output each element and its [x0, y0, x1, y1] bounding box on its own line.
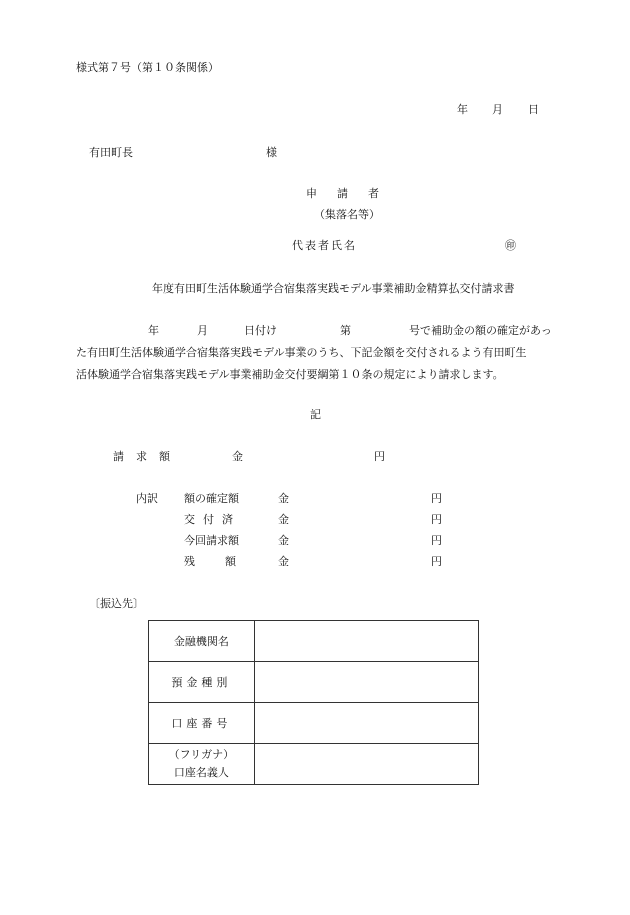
ki-heading: 記	[310, 408, 321, 421]
body-line1-tail: 号で補助金の額の確定があっ	[409, 324, 552, 337]
account-holder-label	[149, 744, 255, 785]
seal-mark: ㊞	[505, 239, 516, 252]
body-month: 月	[197, 324, 208, 337]
table-row	[149, 662, 479, 703]
breakdown-row-label: 交付済	[184, 513, 241, 526]
deposit-type-field[interactable]	[254, 662, 478, 703]
table-row	[149, 703, 479, 744]
breakdown-label: 内訳	[136, 492, 158, 505]
breakdown-row-kin: 金	[278, 555, 289, 568]
date-year: 年	[457, 103, 468, 116]
body-line3: 活体験通学合宿集落実践モデル事業補助金交付要綱第１０条の規定により請求します。	[76, 368, 504, 381]
applicant-label: 申請者	[306, 187, 399, 200]
breakdown-row-kin: 金	[278, 492, 289, 505]
date-day: 日	[528, 103, 539, 116]
representative-label: 代表者氏名	[292, 239, 357, 252]
body-dai: 第	[340, 324, 351, 337]
table-row	[149, 621, 479, 662]
document-title: 年度有田町生活体験通学合宿集落実践モデル事業補助金精算払交付請求書	[152, 282, 515, 295]
bank-name-field[interactable]	[254, 621, 478, 662]
form-id: 様式第７号（第１０条関係）	[76, 61, 219, 74]
applicant-group-label: （集落名等）	[314, 208, 380, 221]
addressee-honorific: 様	[266, 146, 277, 159]
breakdown-row-label: 今回請求額	[184, 534, 239, 547]
breakdown-row-yen: 円	[431, 492, 442, 505]
breakdown-row-kin: 金	[278, 534, 289, 547]
breakdown-row-yen: 円	[431, 513, 442, 526]
claim-kin: 金	[232, 450, 243, 463]
breakdown-row-label: 残額	[184, 555, 266, 568]
date-month: 月	[492, 103, 503, 116]
breakdown-row-yen: 円	[431, 534, 442, 547]
account-holder-furigana-label: （フリガナ）	[168, 748, 235, 761]
body-year: 年	[148, 324, 159, 337]
bank-account-table	[148, 620, 479, 785]
body-day: 日付け	[244, 324, 277, 337]
bank-name-label: 金融機関名	[149, 621, 255, 662]
claim-yen: 円	[374, 450, 385, 463]
claim-label: 請求額	[113, 450, 182, 463]
transfer-label: 〔振込先〕	[89, 597, 144, 610]
breakdown-row-kin: 金	[278, 513, 289, 526]
addressee-name: 有田町長	[89, 146, 133, 159]
breakdown-row-yen: 円	[431, 555, 442, 568]
deposit-type-label: 預金種別	[149, 662, 255, 703]
account-holder-field[interactable]	[254, 744, 478, 785]
body-line2: た有田町生活体験通学合宿集落実践モデル事業のうち、下記金額を交付されるよう有田町生	[76, 346, 527, 359]
account-number-label: 口座番号	[149, 703, 255, 744]
breakdown-row-label: 額の確定額	[184, 492, 239, 505]
account-holder-name-label: 口座名義人	[173, 766, 229, 779]
table-row	[149, 744, 479, 785]
account-number-field[interactable]	[254, 703, 478, 744]
